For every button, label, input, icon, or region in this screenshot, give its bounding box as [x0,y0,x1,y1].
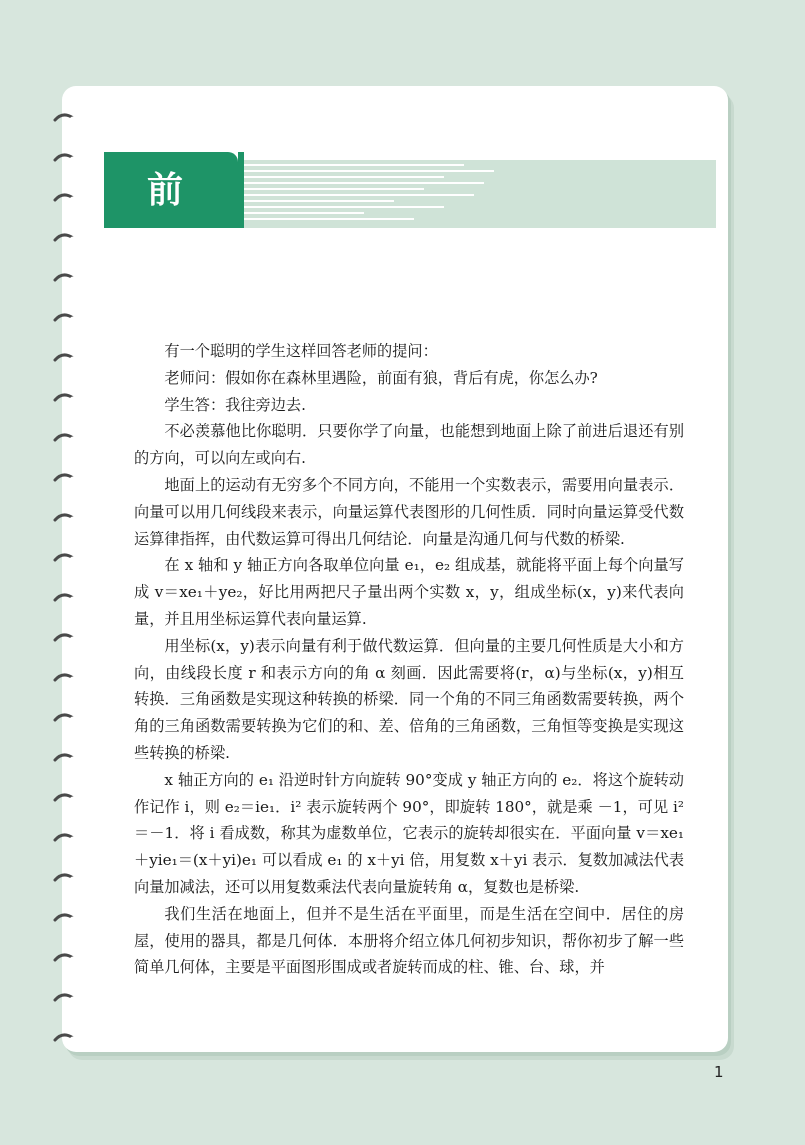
header-stripe [244,176,444,178]
paragraph: 用坐标(x，y)表示向量有利于做代数运算．但向量的主要几何性质是大小和方向，由线段长度 r 和表示方向的角 α 刻画．因此需要将(r，α)与坐标(x，y)相互转换．三角函数是实现这种转换的桥梁．同一个角的不同三角函数需要转换，两个角的三角函数需要转换为它们的和、差、倍角的三角函数，三角恒等变换是实现这些转换的桥梁. [134,636,684,762]
header-stripe [244,200,394,202]
header-stripe [244,212,364,214]
paragraph: x 轴正方向的 e₁ 沿逆时针方向旋转 90°变成 y 轴正方向的 e₂．将这个旋转动作记作 i，则 e₂＝ie₁．i² 表示旋转两个 90°，即旋转 180°，就是乘 －1，可见 i²＝－1．将 i 看成数，称其为虚数单位，它表示的旋转却很实在．平面向量 v＝xe₁＋yie₁＝(x＋yi)e₁ 可以看成 e₁ 的 x＋yi 倍，用复数 x＋yi 表示．复数加减法代表向量加减法，还可以用复数乘法代表向量旋转角 α，复数也是桥梁. [134,770,685,896]
paragraph: 学生答：我往旁边去. [164,395,306,414]
paragraph: 不必羡慕他比你聪明．只要你学了向量，也能想到地面上除了前进后退还有别的方向，可以向左或向右. [134,422,684,468]
header-band [244,160,716,228]
header-stripe [244,170,494,172]
header-stripe [244,188,424,190]
page-number: 1 [714,1063,724,1081]
header-stripe [244,164,464,166]
paragraph: 老师问：假如你在森林里遇险，前面有狼，背后有虎，你怎么办? [164,368,598,387]
paragraph: 在 x 轴和 y 轴正方向各取单位向量 e₁，e₂ 组成基，就能将平面上每个向量写成 v＝xe₁＋ye₂，好比用两把尺子量出两个实数 x，y，组成坐标(x，y)来代表向量，并且用坐标运算代表向量运算. [134,556,684,628]
paragraph: 地面上的运动有无穷多个不同方向，不能用一个实数表示，需要用向量表示．向量可以用几何线段来表示，向量运算代表图形的几何性质．同时向量运算受代数运算律指挥，由代数运算可得出几何结论．向量是沟通几何与代数的桥梁. [134,475,684,548]
paragraph: 有一个聪明的学生这样回答老师的提问： [164,342,438,360]
header-stripe [244,194,474,196]
preface-body [134,338,684,981]
section-title: 前 言 [146,169,207,287]
header-stripe [244,182,484,184]
paragraph: 我们生活在地面上，但并不是生活在平面里，而是生活在空间中．居住的房屋，使用的器具，都是几何体．本册将介绍立体几何初步知识，帮你初步了解一些简单几何体，主要是平面图形围成或者旋转而成的柱、锥、台、球，并 [134,904,684,977]
spiral-binding [0,0,100,1145]
header-stripe [244,206,444,208]
header-stripe [244,218,414,220]
